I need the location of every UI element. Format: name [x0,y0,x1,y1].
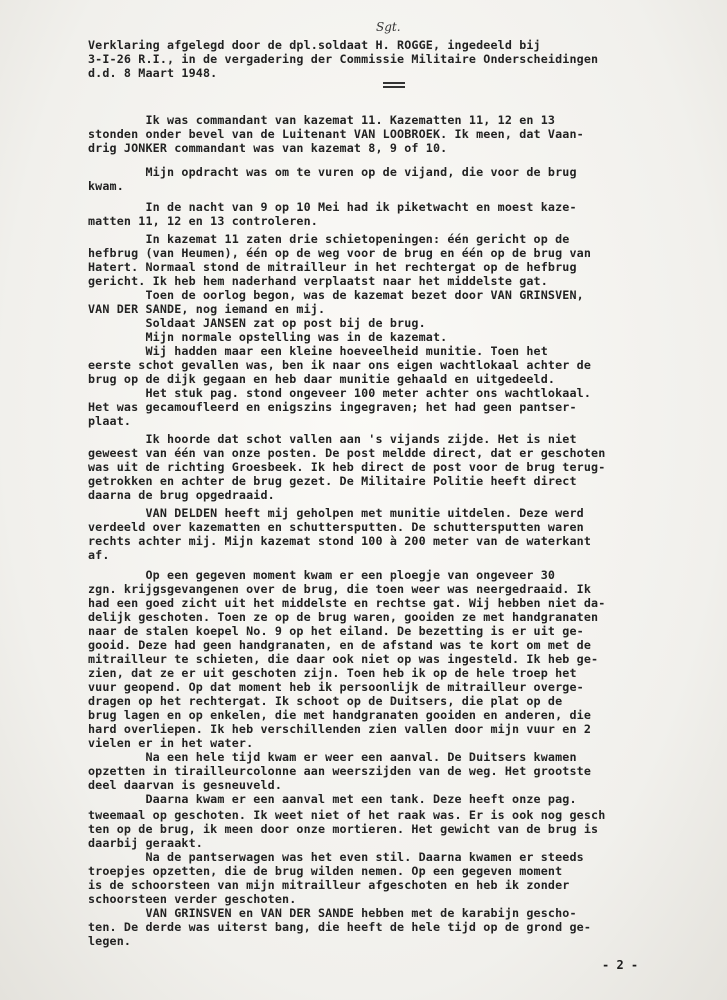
body-line: Wij hadden maar een kleine hoeveelheid munitie. Toen het [88,344,548,358]
header-separator [383,82,405,84]
body-line: tweemaal op geschoten. Ik weet niet of het raak was. Er is ook nog gesch [88,808,606,822]
body-line: drig JONKER commandant was van kazemat 8, 9 of 10. [88,141,448,155]
body-line: In kazemat 11 zaten drie schietopeningen: één gericht op de [88,232,570,246]
header-line-1: Verklaring afgelegd door de dpl.soldaat H. ROGGE, ingedeeld bij [88,38,541,52]
body-line: eerste schot gevallen was, ben ik naar ons eigen wachtlokaal achter de [88,358,592,372]
body-line: daarbij geraakt. [88,836,203,850]
body-line: brug lagen en op enkelen, die met handgranaten gooiden en anderen, die [88,708,592,722]
body-line: mitrailleur te schieten, die daar ook niet op was ingesteld. Ik heb ge- [88,652,599,666]
header-separator-2 [383,86,405,88]
body-line: schoorsteen verder geschoten. [88,892,297,906]
body-line: gooid. Deze had geen handgranaten, en de afstand was te kort om met de [88,638,592,652]
body-line: verdeeld over kazematten en schuttersputten. De schuttersputten waren [88,520,584,534]
body-line: is de schoorsteen van mijn mitrailleur afgeschoten en heb ik zonder [88,878,570,892]
body-line: brug op de dijk gegaan en heb daar munitie gehaald en uitgedeeld. [88,372,556,386]
body-line: deel daarvan is gesneuveld. [88,778,283,792]
body-line: hefbrug (van Heumen), één op de weg voor de brug en één op de brug van [88,246,592,260]
body-line: Na de pantserwagen was het even stil. Daarna kwamen er steeds [88,850,584,864]
body-line: matten 11, 12 en 13 controleren. [88,214,318,228]
page-number: - 2 - [602,958,639,972]
body-line: Daarna kwam er een aanval met een tank. Deze heeft onze pag. [88,792,577,806]
body-line: getrokken en achter de brug gezet. De Militaire Politie heeft direct [88,474,577,488]
header-line-2: 3-I-26 R.I., in de vergadering der Commissie Militaire Onderscheidingen [88,52,599,66]
body-line: gericht. Ik heb hem naderhand verplaatst naar het middelste gat. [88,274,548,288]
body-line: geweest van één van onze posten. De post meldde direct, dat er geschoten [88,446,606,460]
body-line: Mijn normale opstelling was in de kazemat. [88,330,448,344]
body-line: Op een gegeven moment kwam er een ploegje van ongeveer 30 [88,568,556,582]
body-line: Na een hele tijd kwam er weer een aanval. De Duitsers kwamen [88,750,577,764]
body-line: stonden onder bevel van de Luitenant VAN LOOBROEK. Ik meen, dat Vaan- [88,127,584,141]
body-line: Mijn opdracht was om te vuren op de vijand, die voor de brug [88,165,577,179]
body-line: ten. De derde was uiterst bang, die heeft de hele tijd op de grond ge- [88,920,592,934]
body-line: af. [88,548,110,562]
body-line: VAN DELDEN heeft mij geholpen met munitie uitdelen. Deze werd [88,506,584,520]
body-line: Ik was commandant van kazemat 11. Kazematten 11, 12 en 13 [88,113,556,127]
body-line: vuur geopend. Op dat moment heb ik persoonlijk de mitrailleur overge- [88,680,584,694]
body-line: Het was gecamoufleerd en enigszins ingegraven; het had geen pantser- [88,400,577,414]
body-line: opzetten in tirailleurcolonne aan weerszijden van de weg. Het grootste [88,764,592,778]
handwritten-correction: Sgt. [376,20,401,34]
body-line: had een goed zicht uit het middelste en rechtse gat. Wij hebben niet da- [88,596,606,610]
body-line: hard overliepen. Ik heb verschillenden zien vallen door mijn vuur en 2 [88,722,592,736]
body-line: Ik hoorde dat schot vallen aan 's vijands zijde. Het is niet [88,432,577,446]
body-line: zgn. krijgsgevangenen over de brug, die toen weer was neergedraaid. Ik [88,582,592,596]
body-line: VAN DER SANDE, nog iemand en mij. [88,302,326,316]
body-line: kwam. [88,179,124,193]
body-line: VAN GRINSVEN en VAN DER SANDE hebben met de karabijn gescho- [88,906,577,920]
body-line: dragen op het rechtergat. Ik schoot op de Duitsers, die plat op de [88,694,563,708]
body-line: vielen er in het water. [88,736,254,750]
body-line: legen. [88,934,132,948]
body-line: In de nacht van 9 op 10 Mei had ik piketwacht en moest kaze- [88,200,577,214]
body-line: Het stuk pag. stond ongeveer 100 meter achter ons wachtlokaal. [88,386,592,400]
header-line-3: d.d. 8 Maart 1948. [88,66,218,80]
body-line: delijk geschoten. Toen ze op de brug waren, gooiden ze met handgranaten [88,610,599,624]
body-line: Toen de oorlog begon, was de kazemat bezet door VAN GRINSVEN, [88,288,584,302]
body-line: was uit de richting Groesbeek. Ik heb direct de post voor de brug terug- [88,460,606,474]
body-line: ten op de brug, ik meen door onze mortieren. Het gewicht van de brug is [88,822,599,836]
body-line: naar de stalen koepel No. 9 op het eiland. De bezetting is er uit ge- [88,624,584,638]
body-line: troepjes opzetten, die de brug wilden nemen. Op een gegeven moment [88,864,563,878]
body-line: Soldaat JANSEN zat op post bij de brug. [88,316,426,330]
body-line: zien, dat ze er uit geschoten zijn. Toen heb ik op de hele troep het [88,666,577,680]
body-line: daarna de brug opgedraaid. [88,488,275,502]
body-line: plaat. [88,414,132,428]
body-line: Hatert. Normaal stond de mitrailleur in het rechtergat op de hefbrug [88,260,577,274]
body-line: rechts achter mij. Mijn kazemat stond 100 à 200 meter van de waterkant [88,534,592,548]
